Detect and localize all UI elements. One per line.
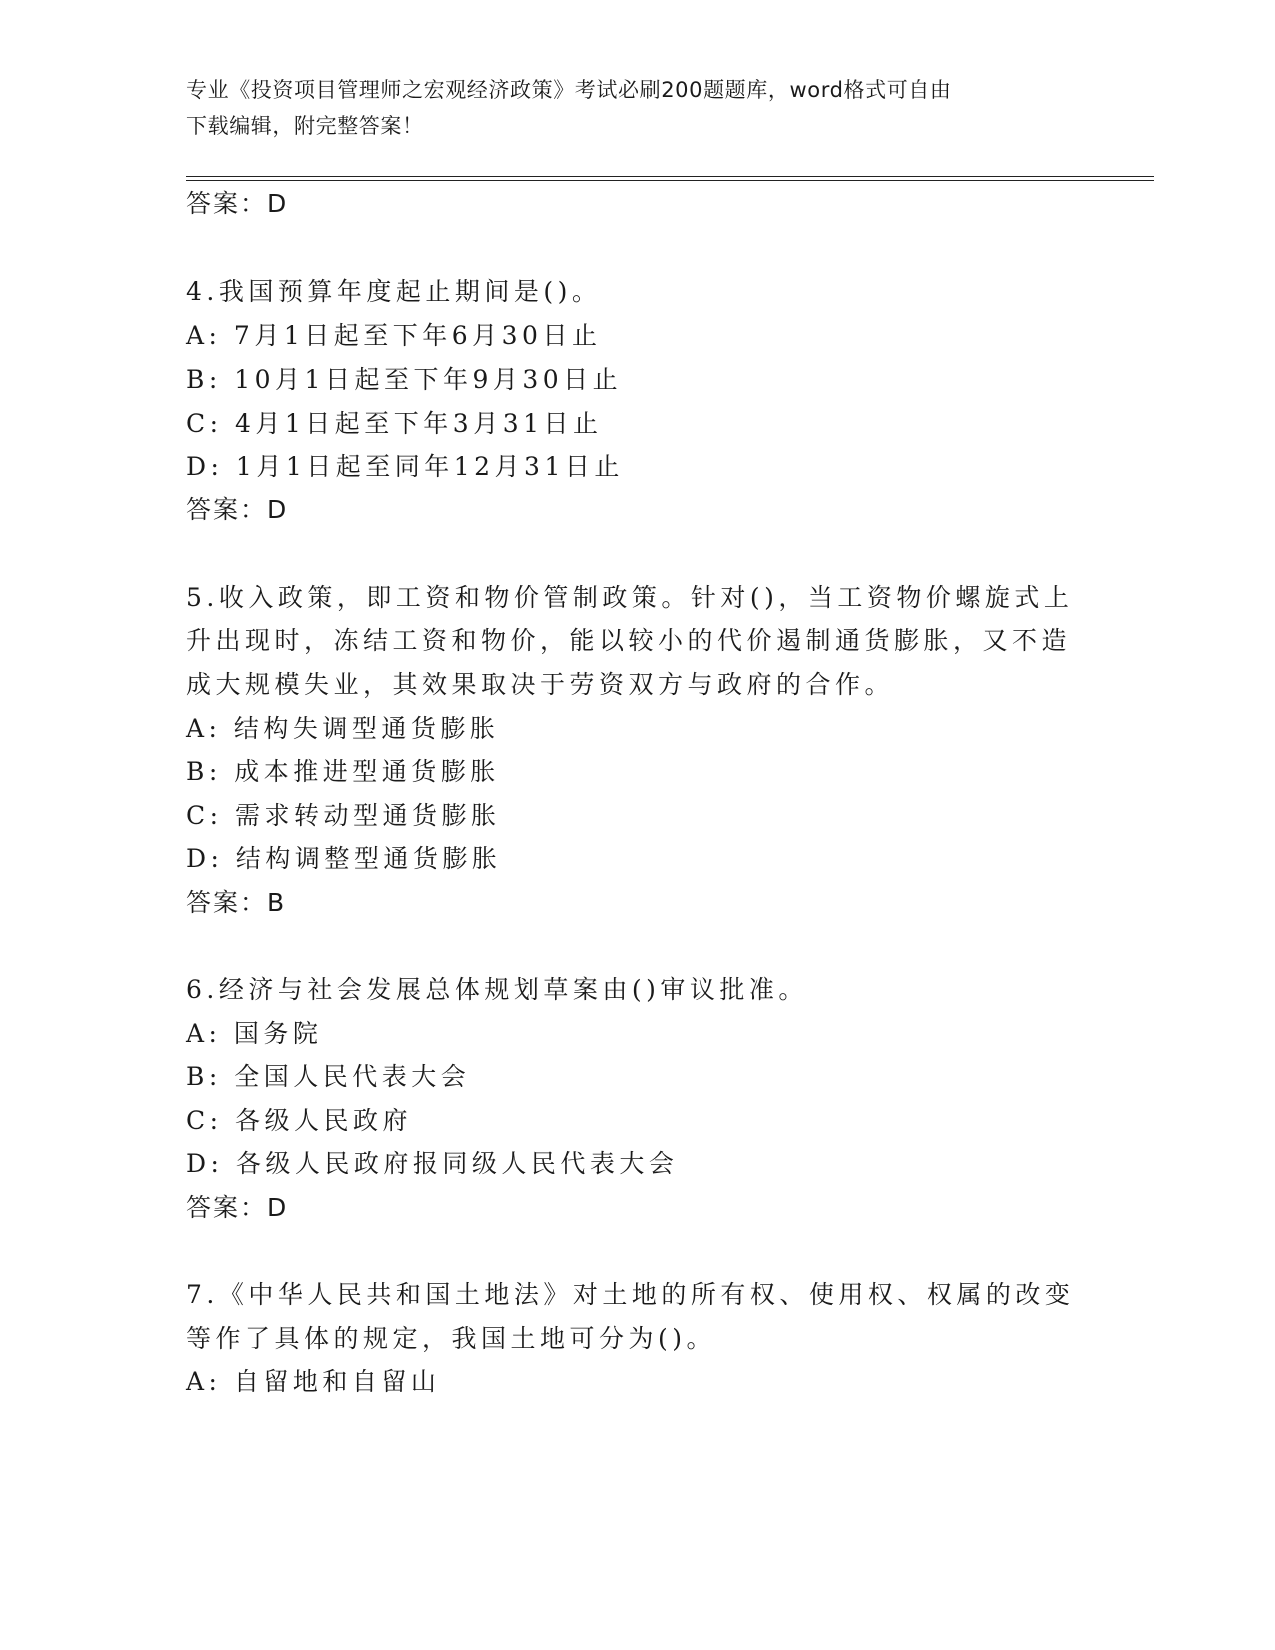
option-d: D: 各级人民政府报同级人民代表大会 xyxy=(186,1149,679,1178)
option-a: A: 自留地和自留山 xyxy=(186,1367,441,1396)
option-d: D: 结构调整型通货膨胀 xyxy=(186,844,502,873)
question-stem-line: 等作了具体的规定，我国土地可分为()。 xyxy=(186,1324,717,1353)
question-stem-line: 4.我国预算年度起止期间是()。 xyxy=(186,277,602,306)
document-header xyxy=(186,72,1066,144)
header-line-1: 专业《投资项目管理师之宏观经济政策》考试必刷200题题库，word格式可自由 xyxy=(186,78,952,102)
answer-line: 答案：D xyxy=(186,189,289,218)
header-double-rule xyxy=(186,176,1154,181)
option-c: C: 4月1日起至下年3月31日止 xyxy=(186,409,603,438)
header-line-2: 下载编辑，附完整答案！ xyxy=(186,114,424,138)
option-b: B: 10月1日起至下年9月30日止 xyxy=(186,365,623,394)
answer-line: 答案：B xyxy=(186,888,287,917)
option-c: C: 需求转动型通货膨胀 xyxy=(186,801,501,830)
option-c: C: 各级人民政府 xyxy=(186,1106,412,1135)
question-stem-line: 6.经济与社会发展总体规划草案由()审议批准。 xyxy=(186,975,808,1004)
question-stem-line: 成大规模失业，其效果取决于劳资双方与政府的合作。 xyxy=(186,670,895,699)
question-stem-line: 5.收入政策，即工资和物价管制政策。针对()，当工资物价螺旋式上 xyxy=(186,583,1074,612)
option-a: A: 结构失调型通货膨胀 xyxy=(186,714,500,743)
option-a: A: 国务院 xyxy=(186,1019,323,1048)
answer-line: 答案：D xyxy=(186,495,289,524)
option-b: B: 全国人民代表大会 xyxy=(186,1062,471,1091)
answer-line: 答案：D xyxy=(186,1193,289,1222)
option-a: A: 7月1日起至下年6月30日止 xyxy=(186,321,602,350)
question-stem-line: 升出现时，冻结工资和物价，能以较小的代价遏制通货膨胀，又不造 xyxy=(186,626,1072,655)
option-b: B: 成本推进型通货膨胀 xyxy=(186,757,500,786)
option-d: D: 1月1日起至同年12月31日止 xyxy=(186,452,624,481)
question-stem-line: 7.《中华人民共和国土地法》对土地的所有权、使用权、权属的改变 xyxy=(186,1280,1075,1309)
